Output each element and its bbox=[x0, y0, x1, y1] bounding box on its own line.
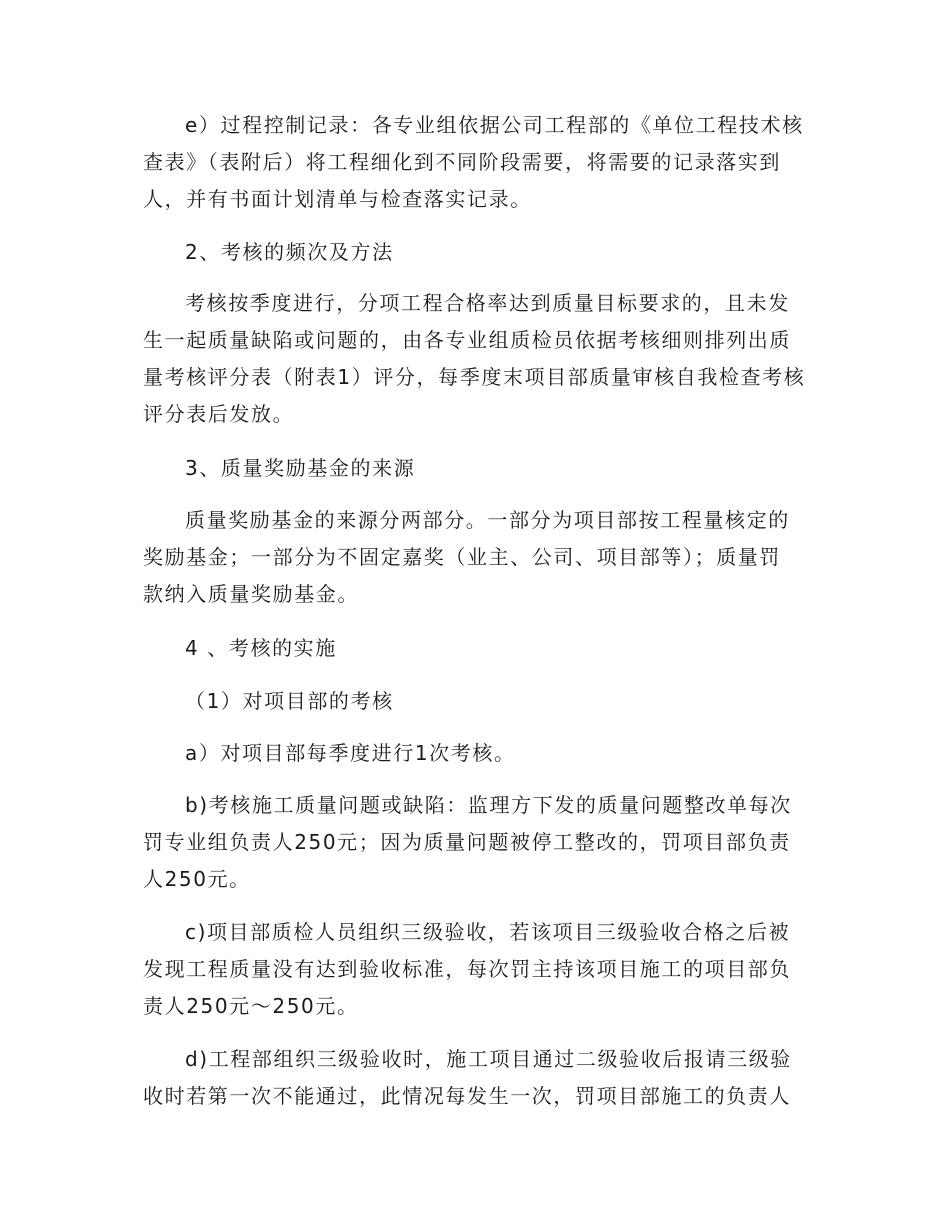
item-b bbox=[143, 787, 811, 898]
text-line: 2、考核的频次及方法 bbox=[185, 240, 394, 264]
text-line: 生一起质量缺陷或问题的，由各专业组质检员依据考核细则排列出质 bbox=[143, 328, 791, 352]
text-line: 责人250元～250元。 bbox=[143, 994, 359, 1018]
text-line: b)考核施工质量问题或缺陷：监理方下发的质量问题整改单每次 bbox=[185, 793, 792, 817]
text-line: 人250元。 bbox=[143, 867, 251, 891]
text-line: 发现工程质量没有达到验收标准，每次罚主持该项目施工的项目部负 bbox=[143, 957, 791, 981]
text-line: d)工程部组织三级验收时，施工项目通过二级验收后报请三级验 bbox=[185, 1047, 792, 1071]
text-line: 收时若第一次不能通过，此情况每发生一次，罚项目部施工的负责人 bbox=[143, 1084, 791, 1108]
paragraph-quarterly-assessment bbox=[143, 285, 811, 433]
text-line: 考核按季度进行，分项工程合格率达到质量目标要求的，且未发 bbox=[185, 291, 790, 315]
text-line: e）过程控制记录：各专业组依据公司工程部的《单位工程技术核 bbox=[185, 113, 804, 137]
text-line: 3、质量奖励基金的来源 bbox=[185, 456, 416, 480]
item-a bbox=[143, 735, 811, 772]
text-line: 量考核评分表（附表1）评分，每季度末项目部质量审核自我检查考核 bbox=[143, 365, 806, 389]
text-line: 奖励基金；一部分为不固定嘉奖（业主、公司、项目部等）；质量罚 bbox=[143, 545, 781, 569]
text-line: （1）对项目部的考核 bbox=[185, 689, 394, 713]
text-line: 罚专业组负责人250元；因为质量问题被停工整改的，罚项目部负责 bbox=[143, 830, 791, 854]
heading-frequency-and-method bbox=[143, 234, 811, 271]
subheading-project-dept-assessment bbox=[143, 683, 811, 720]
text-line: 款纳入质量奖励基金。 bbox=[143, 582, 359, 606]
item-c bbox=[143, 914, 811, 1025]
item-d bbox=[143, 1041, 811, 1115]
paragraph-fund-source bbox=[143, 502, 811, 613]
heading-fund-source bbox=[143, 450, 811, 487]
text-line: 质量奖励基金的来源分两部分。一部分为项目部按工程量核定的 bbox=[185, 508, 790, 532]
text-line: 人，并有书面计划清单与检查落实记录。 bbox=[143, 187, 532, 211]
text-line: 查表》（表附后）将工程细化到不同阶段需要，将需要的记录落实到 bbox=[143, 150, 781, 174]
text-line: 4 、考核的实施 bbox=[185, 636, 337, 660]
text-line: a）对项目部每季度进行1次考核。 bbox=[185, 741, 516, 765]
heading-implementation bbox=[143, 630, 811, 667]
text-line: c)项目部质检人员组织三级验收，若该项目三级验收合格之后被 bbox=[185, 920, 791, 944]
paragraph-process-control-record bbox=[143, 107, 811, 218]
text-line: 评分表后发放。 bbox=[143, 402, 295, 426]
